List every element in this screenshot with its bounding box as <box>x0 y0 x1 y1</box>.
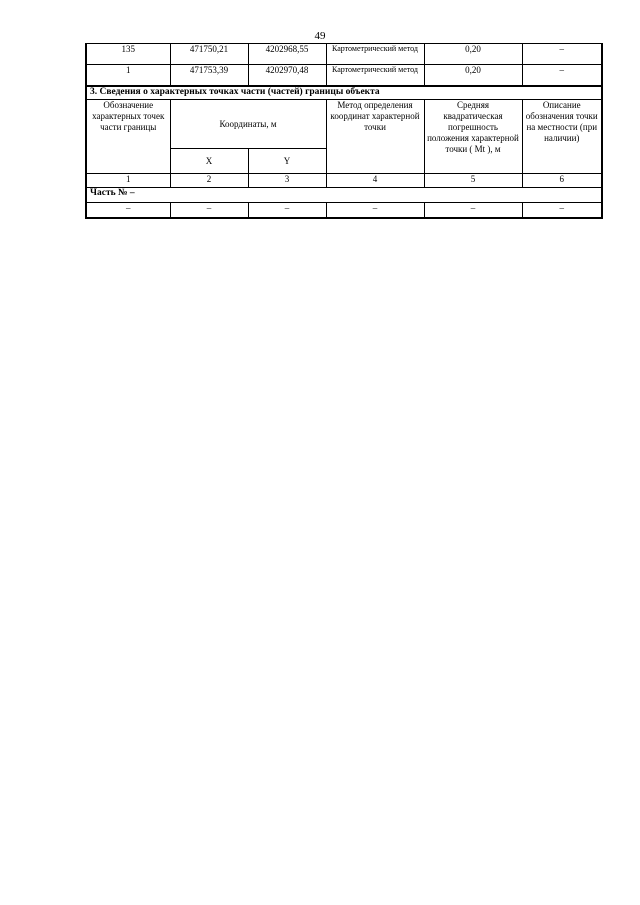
header-y: Y <box>248 149 326 174</box>
header-coords: Координаты, м <box>170 100 326 149</box>
error-cell: 0,20 <box>424 44 522 65</box>
column-number: 6 <box>522 174 602 188</box>
dash-cell: – <box>424 203 522 219</box>
column-number: 2 <box>170 174 248 188</box>
boundary-points-table <box>85 43 603 219</box>
x-cell: 471753,39 <box>170 65 248 87</box>
header-error: Средняя квадратическая погрешность положения характерной точки ( Mt ), м <box>424 100 522 174</box>
description-cell: – <box>522 44 602 65</box>
x-cell: 471750,21 <box>170 44 248 65</box>
table-row <box>86 65 602 87</box>
section-title: 3. Сведения о характерных точках части (частей) границы объекта <box>86 86 602 100</box>
point-cell: 1 <box>86 65 170 87</box>
part-title-row <box>86 188 602 203</box>
description-cell: – <box>522 65 602 87</box>
page-number: 49 <box>314 30 326 42</box>
dash-cell: – <box>522 203 602 219</box>
column-number: 1 <box>86 174 170 188</box>
error-cell: 0,20 <box>424 65 522 87</box>
section-title-row <box>86 86 602 100</box>
method-cell: Картометрический метод <box>326 44 424 65</box>
y-cell: 4202970,48 <box>248 65 326 87</box>
header-row <box>86 100 602 149</box>
header-x: X <box>170 149 248 174</box>
dash-cell: – <box>86 203 170 219</box>
dash-cell: – <box>248 203 326 219</box>
column-number: 4 <box>326 174 424 188</box>
dash-cell: – <box>170 203 248 219</box>
y-cell: 4202968,55 <box>248 44 326 65</box>
table-row <box>86 203 602 219</box>
method-cell: Картометрический метод <box>326 65 424 87</box>
part-label: Часть № – <box>86 188 602 203</box>
header-point: Обозначение характерных точек части границы <box>86 100 170 174</box>
dash-cell: – <box>326 203 424 219</box>
header-description: Описание обозначения точки на местности (при наличии) <box>522 100 602 174</box>
table-row <box>86 44 602 65</box>
column-number-row <box>86 174 602 188</box>
column-number: 5 <box>424 174 522 188</box>
header-method: Метод определения координат характерной точки <box>326 100 424 174</box>
column-number: 3 <box>248 174 326 188</box>
point-cell: 135 <box>86 44 170 65</box>
